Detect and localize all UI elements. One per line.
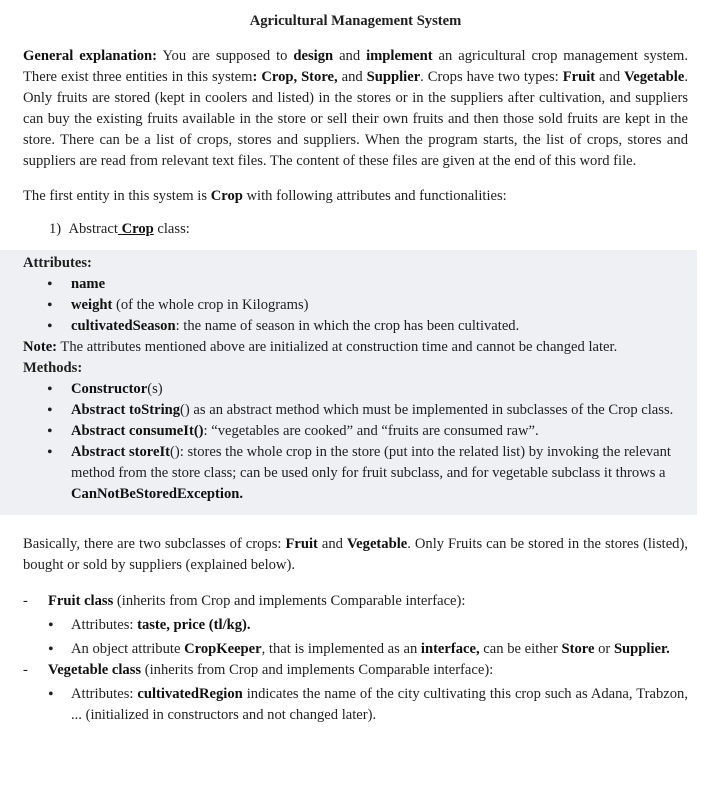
text-span: can be either	[479, 641, 562, 657]
method-constructor: Constructor	[71, 381, 148, 397]
fruit-class-item	[23, 591, 688, 660]
list-number: 1)	[49, 221, 62, 237]
first-entity-paragraph	[23, 186, 688, 207]
text-span: , that is implemented as an	[261, 641, 421, 657]
fruit-class-details	[48, 615, 688, 660]
text-span: : “vegetables are cooked” and “fruits are consumed raw”.	[203, 423, 539, 439]
text-span: (s)	[147, 381, 163, 397]
subclasses-paragraph	[23, 534, 688, 576]
text-span: () as an abstract method which must be implemented in subclasses of the Crop class.	[180, 402, 674, 418]
list-item	[23, 295, 697, 316]
attributes-list	[23, 274, 697, 337]
list-item	[48, 684, 688, 726]
note-line	[23, 337, 697, 358]
text-span: Abstract	[68, 221, 118, 237]
general-explanation-label: General explanation:	[23, 48, 158, 64]
bold-vegetable: Vegetable	[346, 536, 408, 552]
numbered-item-crop-class	[23, 219, 688, 240]
methods-heading: Methods:	[23, 360, 83, 376]
text-span: or	[594, 641, 614, 657]
text-span: Attributes:	[71, 686, 138, 702]
vegetable-class-name: Vegetable class	[48, 662, 142, 678]
bold-fruit: Fruit	[562, 69, 596, 85]
bold-design: design	[293, 48, 334, 64]
vegetable-class-item	[23, 660, 688, 726]
text-span: (inherits from Crop and implements Comparable interface):	[141, 662, 494, 678]
method-storeit: Abstract storeIt	[71, 444, 171, 460]
general-explanation-paragraph	[23, 46, 688, 172]
fruit-class-name: Fruit class	[48, 593, 114, 609]
cropkeeper-name: CropKeeper	[184, 641, 262, 657]
text-span: : the name of season in which the crop has been cultivated.	[175, 318, 520, 334]
fruit-attributes: taste, price (tl/kg).	[137, 617, 251, 633]
text-span: Attributes:	[71, 617, 138, 633]
page-title: Agricultural Management System	[249, 13, 462, 29]
text-span: . Crops have two types:	[420, 69, 563, 85]
attr-cultivated-season: cultivatedSeason	[71, 318, 176, 334]
list-item	[23, 421, 697, 442]
attr-weight: weight	[71, 297, 113, 313]
bold-entities: : Crop, Store,	[252, 69, 338, 85]
vegetable-class-details	[48, 684, 688, 726]
method-consumeit: Abstract consumeIt()	[71, 423, 204, 439]
text-span: You are supposed to	[157, 48, 294, 64]
list-item	[48, 615, 688, 636]
list-item	[23, 400, 697, 421]
bold-supplier: Supplier	[366, 69, 421, 85]
text-span: and	[337, 69, 367, 85]
cultivated-region-attr: cultivatedRegion	[137, 686, 243, 702]
exception-name: CanNotBeStoredException.	[71, 486, 244, 502]
method-tostring: Abstract toString	[71, 402, 181, 418]
methods-list	[23, 379, 697, 505]
text-span: class:	[153, 221, 190, 237]
bold-interface: interface,	[420, 641, 480, 657]
bold-supplier: Supplier.	[613, 641, 670, 657]
bold-vegetable: Vegetable	[624, 69, 685, 85]
bold-implement: implement	[366, 48, 433, 64]
subclass-list	[23, 591, 688, 726]
text-span: . Only Fruits can be stored in the stores (listed), bought or sold by suppliers (explained below).	[23, 536, 688, 573]
text-span: and	[595, 69, 625, 85]
list-item	[48, 639, 688, 660]
crop-class-spec-block	[0, 250, 697, 515]
list-item	[48, 660, 688, 681]
crop-class-name: Crop	[117, 221, 154, 237]
bold-store: Store	[561, 641, 595, 657]
bold-crop: Crop	[210, 188, 243, 204]
bold-fruit: Fruit	[285, 536, 318, 552]
text-span: and	[317, 536, 347, 552]
list-item	[23, 316, 697, 337]
list-item	[23, 274, 697, 295]
list-item	[23, 442, 697, 505]
text-span: indicates the name of the city cultivating this crop such as Adana, Trabzon, ... (initialized in constructors and not changed later).	[71, 686, 688, 723]
text-span: . Only fruits are stored (kept in coolers and listed) in the stores or in the suppliers after cultivation, and suppliers can buy the existing fruits available in the store or sell their own fruits and then those sold fruits are kept in the store. There can be a list of crops, stores and suppliers. When the program starts, the list of crops, stores and suppliers are read from relevant text files. The content of these files are given at the end of this word file.	[23, 69, 688, 169]
list-item	[23, 379, 697, 400]
text-span: with following attributes and functionalities:	[242, 188, 507, 204]
text-span: and	[333, 48, 367, 64]
text-span: The attributes mentioned above are initialized at construction time and cannot be changed later.	[57, 339, 618, 355]
text-span: (): stores the whole crop in the store (put into the related list) by invoking the relevant method from the store class; can be used only for fruit subclass, and for vegetable subclass it throws a	[71, 444, 671, 481]
text-span: an agricultural crop management system. There exist three entities in this system	[23, 48, 688, 85]
text-span: Basically, there are two subclasses of crops:	[23, 536, 286, 552]
text-span: (of the whole crop in Kilograms)	[112, 297, 309, 313]
text-span: (inherits from Crop and implements Comparable interface):	[113, 593, 466, 609]
note-label: Note:	[23, 339, 58, 355]
attributes-heading: Attributes:	[23, 255, 92, 271]
attr-name: name	[71, 276, 106, 292]
text-span: An object attribute	[71, 641, 185, 657]
list-item	[48, 591, 688, 612]
text-span: The first entity in this system is	[23, 188, 211, 204]
